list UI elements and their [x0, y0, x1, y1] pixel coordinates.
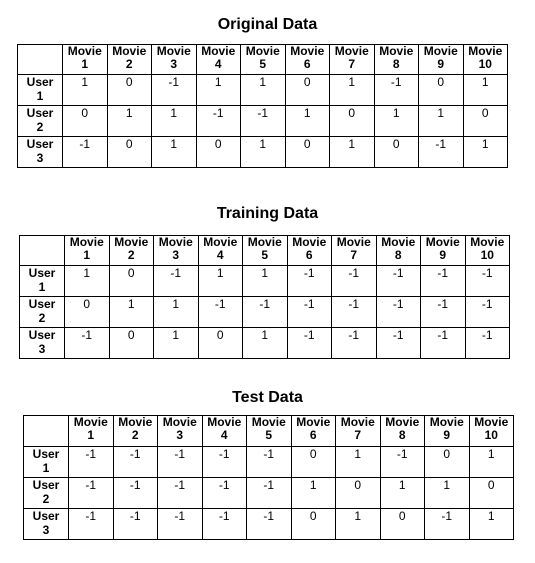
column-header-number: 10	[478, 57, 492, 71]
table-row	[24, 447, 514, 478]
table-cell: 0	[463, 106, 508, 137]
column-header-number: 7	[354, 428, 362, 442]
column-header	[374, 45, 419, 75]
table-cell: 1	[107, 106, 152, 137]
table-cell: -1	[425, 509, 470, 540]
table-cell: -1	[465, 297, 510, 328]
row-header	[18, 137, 63, 168]
column-header	[69, 416, 114, 447]
column-header-number: 5	[259, 57, 267, 71]
row-header-word: User	[26, 106, 54, 120]
column-header	[107, 45, 152, 75]
column-header	[154, 236, 199, 266]
column-header-number: 4	[216, 248, 224, 262]
column-header-word: Movie	[379, 44, 414, 58]
table-cell: 0	[291, 509, 336, 540]
row-header	[18, 75, 63, 106]
column-header-word: Movie	[247, 235, 282, 249]
column-header-number: 7	[350, 248, 358, 262]
row-header-number: 2	[42, 492, 50, 506]
table-cell: -1	[202, 447, 247, 478]
column-header-word: Movie	[423, 44, 458, 58]
table-row	[24, 478, 514, 509]
column-header-word: Movie	[385, 415, 420, 429]
table-cell: 0	[109, 266, 154, 297]
row-header	[18, 106, 63, 137]
table-cell: -1	[154, 266, 199, 297]
table-cell: 1	[469, 447, 514, 478]
table-cell: -1	[202, 509, 247, 540]
column-header-word: Movie	[468, 44, 503, 58]
table-cell: 0	[107, 137, 152, 168]
table-cell: 1	[196, 75, 241, 106]
table-cell: 0	[330, 106, 375, 137]
column-header-number: 2	[127, 248, 135, 262]
row-header	[20, 266, 65, 297]
column-header	[285, 45, 330, 75]
column-header-number: 1	[81, 57, 89, 71]
table-cell: -1	[421, 266, 466, 297]
row-header-number: 2	[36, 120, 44, 134]
column-header-number: 6	[305, 248, 313, 262]
table-cell: -1	[65, 328, 110, 359]
column-header	[419, 45, 464, 75]
column-header-word: Movie	[73, 415, 108, 429]
row-header-word: User	[32, 447, 60, 461]
column-header	[196, 45, 241, 75]
table-cell: 1	[109, 297, 154, 328]
column-header-word: Movie	[118, 415, 153, 429]
row-header	[20, 297, 65, 328]
column-header-number: 10	[480, 248, 494, 262]
column-header	[336, 416, 381, 447]
column-header	[291, 416, 336, 447]
table-row	[24, 509, 514, 540]
table-cell: -1	[113, 509, 158, 540]
table-cell: 0	[285, 75, 330, 106]
column-header-number: 3	[170, 57, 178, 71]
column-header	[109, 236, 154, 266]
column-header	[243, 236, 288, 266]
table-cell: 0	[65, 297, 110, 328]
row-header	[24, 478, 69, 509]
column-header-number: 5	[261, 248, 269, 262]
table-cell: 1	[419, 106, 464, 137]
column-header	[421, 236, 466, 266]
table-cell: 1	[291, 478, 336, 509]
column-header-word: Movie	[251, 415, 286, 429]
table-cell: -1	[380, 447, 425, 478]
row-header-word: User	[32, 478, 60, 492]
original-data-table	[17, 44, 508, 168]
column-header	[425, 416, 470, 447]
column-header-number: 8	[398, 428, 406, 442]
table-cell: 0	[109, 328, 154, 359]
table-cell: 0	[419, 75, 464, 106]
table-cell: -1	[158, 509, 203, 540]
column-header-word: Movie	[381, 235, 416, 249]
table-row	[18, 106, 508, 137]
column-header-number: 3	[176, 428, 184, 442]
table-row	[20, 328, 510, 359]
column-header	[198, 236, 243, 266]
row-header-word: User	[26, 75, 54, 89]
row-header-word: User	[26, 137, 54, 151]
column-header-word: Movie	[203, 235, 238, 249]
table-cell: 1	[336, 509, 381, 540]
test-data-title: Test Data	[232, 389, 303, 406]
table-cell: 1	[463, 137, 508, 168]
table-cell: 0	[198, 328, 243, 359]
table-cell: 0	[285, 137, 330, 168]
table-cell: 0	[380, 509, 425, 540]
table-cell: -1	[376, 266, 421, 297]
table-cell: 1	[463, 75, 508, 106]
table-cell: -1	[247, 478, 292, 509]
column-header-number: 4	[214, 57, 222, 71]
row-header-number: 3	[42, 523, 50, 537]
table-cell: 1	[336, 447, 381, 478]
table-cell: 1	[152, 137, 197, 168]
table-cell: -1	[376, 328, 421, 359]
training-data-title: Training Data	[216, 205, 319, 222]
training-data-table	[19, 235, 510, 359]
table-cell: 0	[425, 447, 470, 478]
column-header	[113, 416, 158, 447]
column-header-word: Movie	[425, 235, 460, 249]
column-header-word: Movie	[67, 44, 102, 58]
table-cell: 1	[243, 328, 288, 359]
table-row	[20, 266, 510, 297]
corner-cell	[18, 45, 63, 75]
column-header-word: Movie	[296, 415, 331, 429]
table-cell: -1	[332, 297, 377, 328]
table-row	[18, 75, 508, 106]
column-header-number: 4	[220, 428, 228, 442]
row-header	[24, 447, 69, 478]
table-cell: 1	[154, 328, 199, 359]
table-cell: -1	[421, 328, 466, 359]
column-header-number: 7	[348, 57, 356, 71]
column-header-word: Movie	[112, 44, 147, 58]
row-header-word: User	[28, 328, 56, 342]
column-header-number: 5	[265, 428, 273, 442]
row-header-number: 1	[42, 461, 50, 475]
table-cell: -1	[247, 509, 292, 540]
table-cell: -1	[374, 75, 419, 106]
column-header-number: 2	[125, 57, 133, 71]
row-header	[20, 328, 65, 359]
row-header-number: 1	[38, 280, 46, 294]
row-header-number: 3	[38, 342, 46, 356]
table-cell: 1	[63, 75, 108, 106]
column-header-number: 8	[392, 57, 400, 71]
column-header-number: 6	[303, 57, 311, 71]
column-header-number: 2	[131, 428, 139, 442]
table-cell: -1	[69, 509, 114, 540]
column-header-word: Movie	[474, 415, 509, 429]
row-header-number: 1	[36, 89, 44, 103]
table-cell: 0	[107, 75, 152, 106]
table-cell: -1	[152, 75, 197, 106]
table-cell: -1	[287, 328, 332, 359]
column-header-number: 10	[484, 428, 498, 442]
column-header-word: Movie	[245, 44, 280, 58]
table-cell: 1	[330, 75, 375, 106]
table-cell: 1	[152, 106, 197, 137]
row-header	[24, 509, 69, 540]
column-header	[63, 45, 108, 75]
header-row	[24, 416, 514, 447]
column-header	[376, 236, 421, 266]
table-cell: -1	[247, 447, 292, 478]
column-header-number: 8	[394, 248, 402, 262]
row-header-number: 2	[38, 311, 46, 325]
column-header-word: Movie	[334, 44, 369, 58]
column-header-word: Movie	[162, 415, 197, 429]
table-cell: 1	[241, 75, 286, 106]
table-cell: -1	[332, 266, 377, 297]
row-header-word: User	[28, 297, 56, 311]
column-header-number: 1	[87, 428, 95, 442]
corner-cell	[24, 416, 69, 447]
table-cell: 1	[469, 509, 514, 540]
column-header-word: Movie	[336, 235, 371, 249]
column-header-word: Movie	[207, 415, 242, 429]
table-cell: -1	[69, 447, 114, 478]
column-header	[247, 416, 292, 447]
table-cell: -1	[241, 106, 286, 137]
table-cell: 1	[65, 266, 110, 297]
table-cell: 1	[285, 106, 330, 137]
test-data-table	[23, 415, 514, 540]
table-cell: -1	[287, 297, 332, 328]
table-cell: -1	[113, 478, 158, 509]
column-header	[241, 45, 286, 75]
column-header-number: 6	[309, 428, 317, 442]
table-cell: -1	[158, 447, 203, 478]
table-cell: -1	[287, 266, 332, 297]
header-row	[20, 236, 510, 266]
table-cell: -1	[69, 478, 114, 509]
column-header	[469, 416, 514, 447]
column-header-word: Movie	[201, 44, 236, 58]
column-header-word: Movie	[69, 235, 104, 249]
column-header	[465, 236, 510, 266]
column-header-word: Movie	[158, 235, 193, 249]
row-header-number: 3	[36, 151, 44, 165]
table-cell: 1	[198, 266, 243, 297]
table-cell: 0	[291, 447, 336, 478]
column-header-number: 3	[172, 248, 180, 262]
table-cell: 0	[469, 478, 514, 509]
column-header-word: Movie	[429, 415, 464, 429]
table-cell: 0	[63, 106, 108, 137]
table-cell: 1	[241, 137, 286, 168]
column-header	[380, 416, 425, 447]
table-cell: 0	[374, 137, 419, 168]
column-header	[152, 45, 197, 75]
table-row	[20, 297, 510, 328]
table-cell: 1	[380, 478, 425, 509]
table-cell: 0	[196, 137, 241, 168]
table-cell: -1	[158, 478, 203, 509]
column-header-word: Movie	[470, 235, 505, 249]
column-header-word: Movie	[340, 415, 375, 429]
column-header-word: Movie	[114, 235, 149, 249]
column-header-word: Movie	[290, 44, 325, 58]
column-header-number: 9	[443, 428, 451, 442]
column-header	[202, 416, 247, 447]
table-cell: -1	[202, 478, 247, 509]
table-cell: -1	[419, 137, 464, 168]
table-cell: -1	[465, 328, 510, 359]
table-cell: -1	[198, 297, 243, 328]
column-header	[158, 416, 203, 447]
header-row	[18, 45, 508, 75]
row-header-word: User	[28, 266, 56, 280]
table-cell: -1	[421, 297, 466, 328]
table-cell: -1	[376, 297, 421, 328]
column-header-word: Movie	[156, 44, 191, 58]
row-header-word: User	[32, 509, 60, 523]
table-cell: 1	[330, 137, 375, 168]
table-cell: -1	[332, 328, 377, 359]
column-header-number: 9	[439, 248, 447, 262]
corner-cell	[20, 236, 65, 266]
table-cell: 1	[425, 478, 470, 509]
table-cell: 1	[243, 266, 288, 297]
original-data-title: Original Data	[217, 16, 318, 33]
table-cell: -1	[63, 137, 108, 168]
column-header	[330, 45, 375, 75]
column-header	[332, 236, 377, 266]
table-cell: 1	[154, 297, 199, 328]
table-cell: 0	[336, 478, 381, 509]
column-header	[463, 45, 508, 75]
table-cell: -1	[465, 266, 510, 297]
column-header	[65, 236, 110, 266]
table-row	[18, 137, 508, 168]
column-header-word: Movie	[292, 235, 327, 249]
column-header	[287, 236, 332, 266]
column-header-number: 9	[437, 57, 445, 71]
table-cell: -1	[243, 297, 288, 328]
table-cell: -1	[113, 447, 158, 478]
table-cell: -1	[196, 106, 241, 137]
table-cell: 1	[374, 106, 419, 137]
column-header-number: 1	[83, 248, 91, 262]
